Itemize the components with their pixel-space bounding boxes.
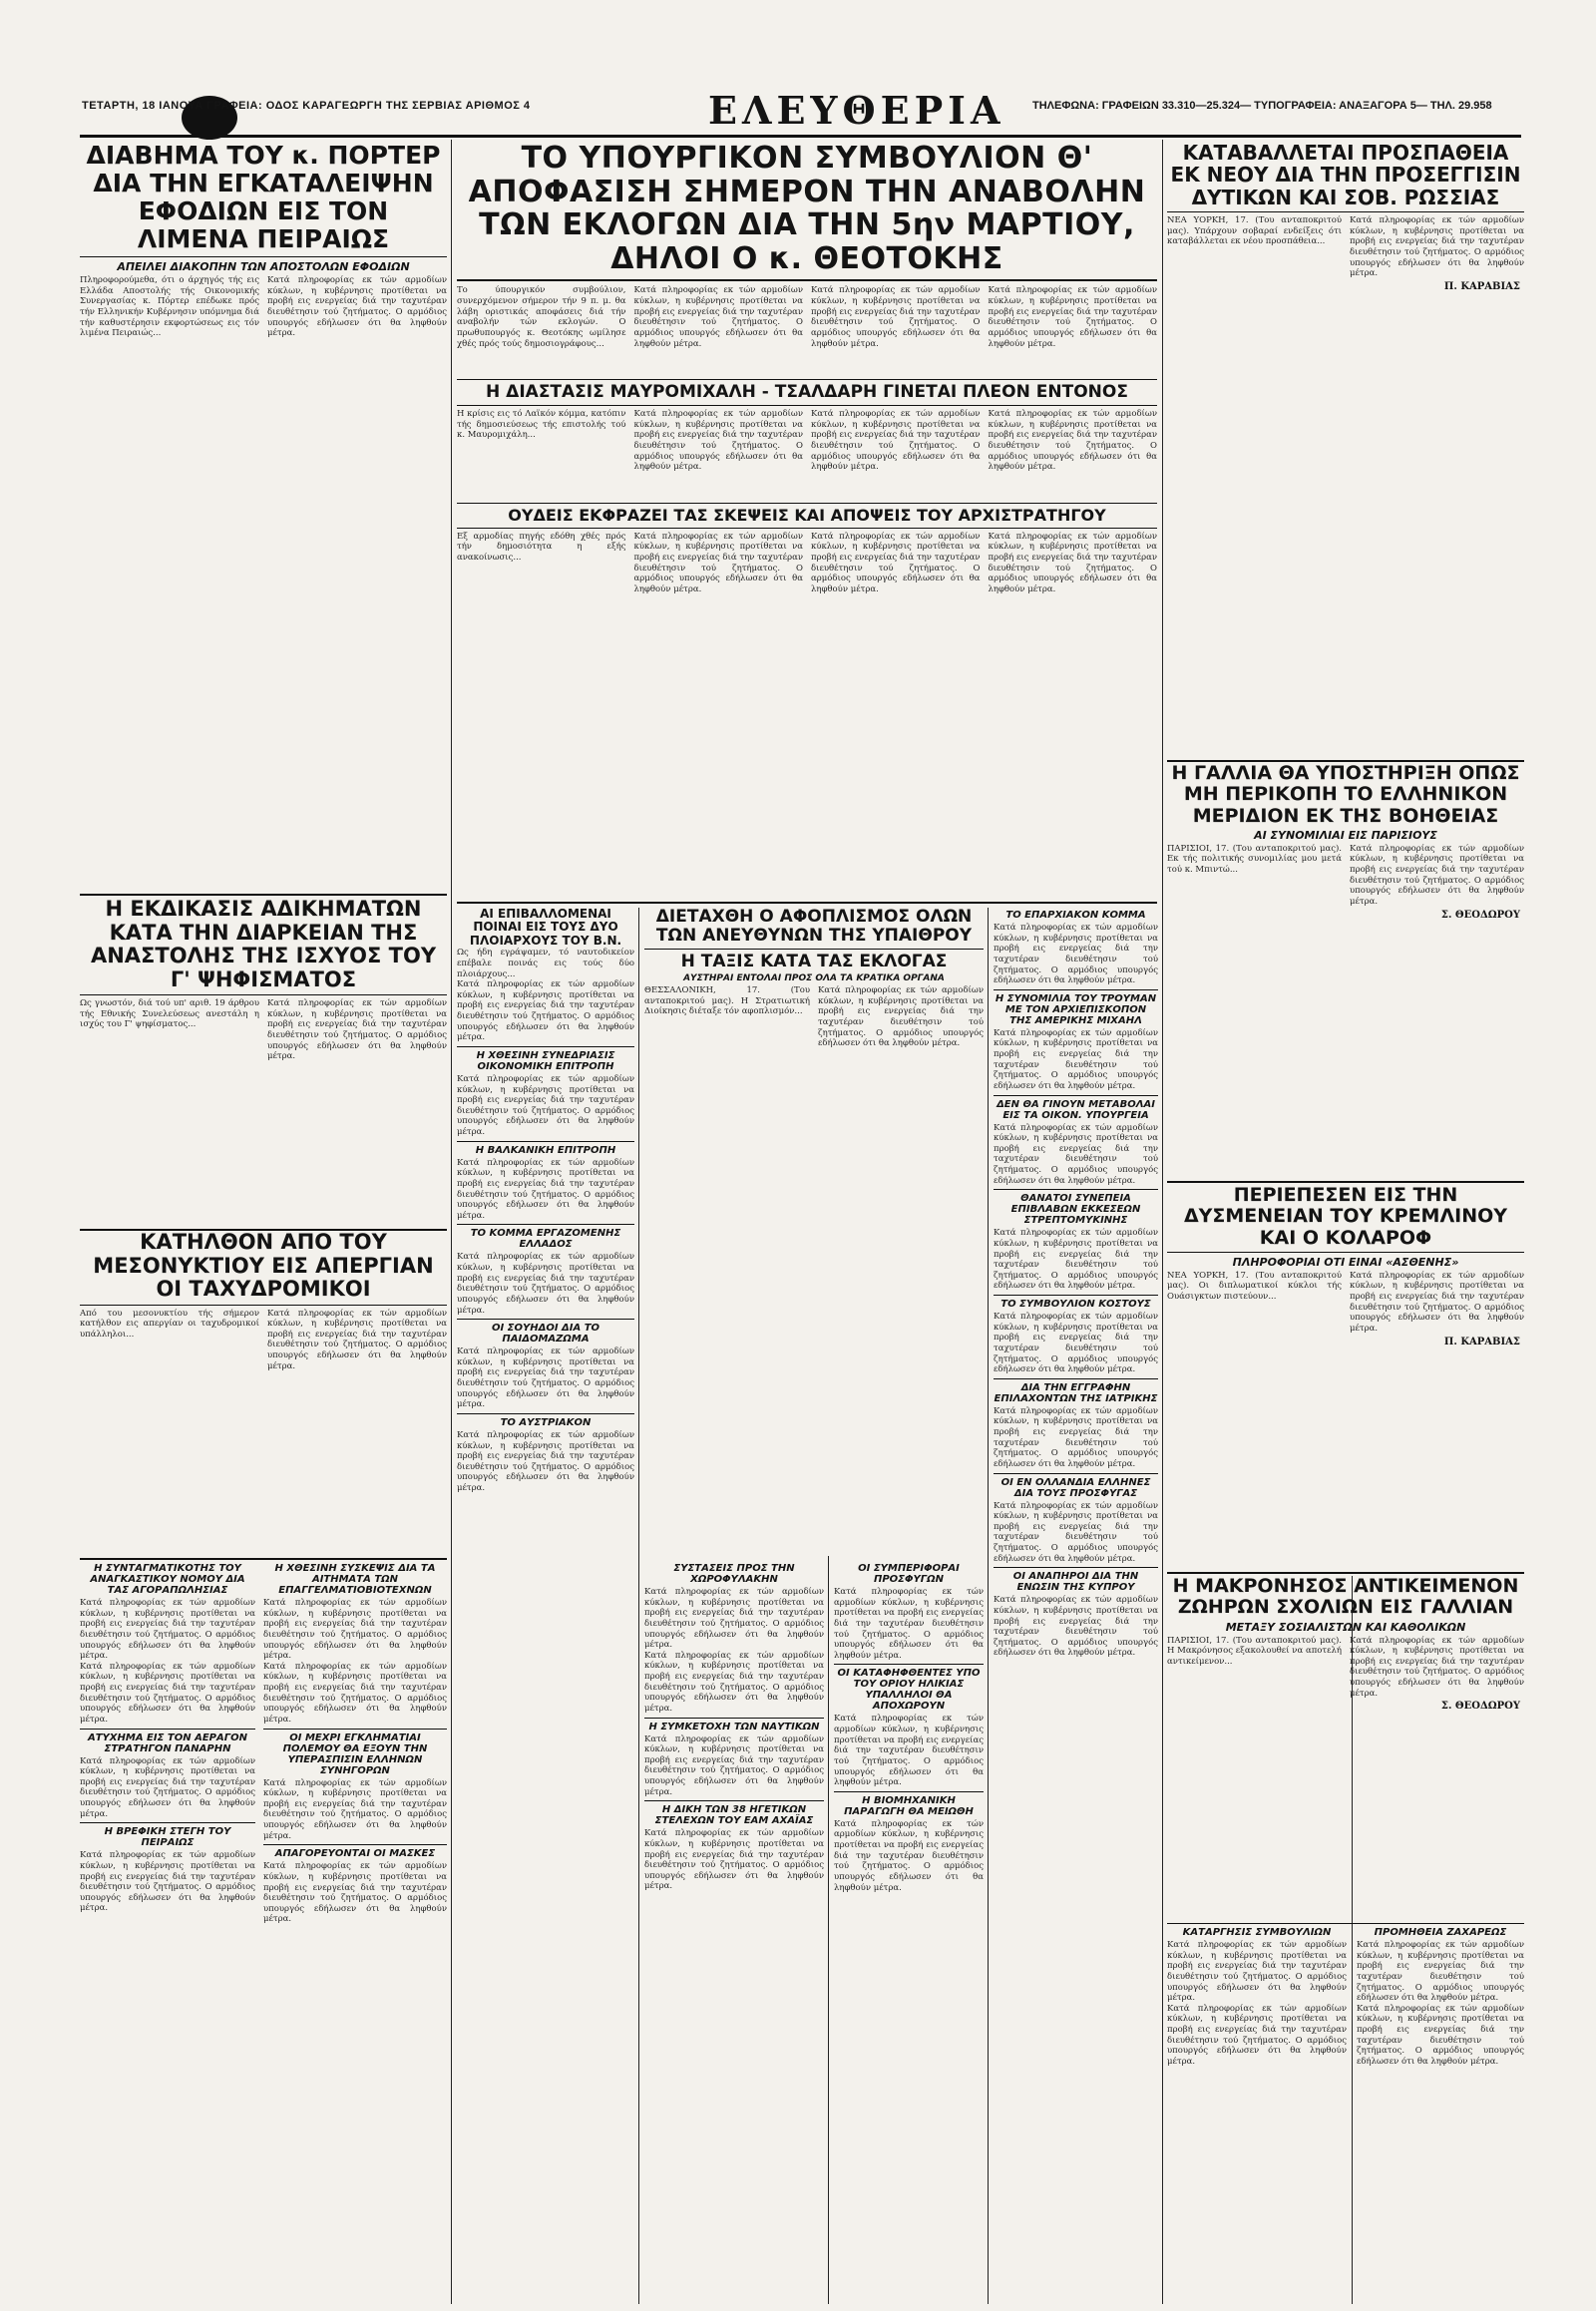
lead-body: Το ύπουργικόν συμβούλιον, συνερχόμενον σήμερον τήν 9 π. μ. θα λάβη οριστικάς αποφάσεις διά τήν αναβολήν τών εκλογών. Ο πρωθυπουργός κ. Θεοτόκης ωμίλησε χθές πρός τούς δημοσιογράφους...: [457, 285, 626, 349]
brief-body: Κατά πληροφορίας εκ τών αρμοδίων κύκλων, η κυβέρνησις προτίθεται να προβή εις ενεργείας διά την ταχυτέραν διευθέτησιν τού ζητήματος. Ο αρμόδιος υπουργός εδήλωσεν ότι θα ληφθούν μέτρα.: [994, 923, 1158, 986]
article-headline: ΑΙ ΕΠΙΒΑΛΛΟΜΕΝΑΙ ΠΟΙΝΑΙ ΕΙΣ ΤΟΥΣ ΔΥΟ ΠΛΟΙΑΡΧΟΥΣ ΤΟΥ Β.Ν.: [469, 908, 622, 948]
brief-heading: Η ΣΥΜΚΕΤΟΧΗ ΤΩΝ ΝΑΥΤΙΚΩΝ: [648, 1721, 820, 1733]
article-headline: ΔΙΑΒΗΜΑ ΤΟΥ κ. ΠΟΡΤΕΡ ΔΙΑ ΤΗΝ ΕΓΚΑΤΑΛΕΙΨΗΝ ΕΦΟΔΙΩΝ ΕΙΣ ΤΟΝ ΛΙΜΕΝΑ ΠΕΙΡΑΙΩΣ: [86, 142, 441, 253]
article-body: ΝΕΑ ΥΟΡΚΗ, 17. (Του ανταποκριτού μας). Υπάρχουν σοβαραί ενδείξεις ότι καταβάλλεται εκ νέου προσπάθεια...: [1167, 215, 1342, 247]
brief-heading: ΑΤΥΧΗΜΑ ΕΙΣ ΤΟΝ ΑΕΡΑΓΟΝ ΣΤΡΑΤΗΓΟΝ ΠΑΝΑΡΗΝ: [88, 1732, 247, 1754]
column-rule: [988, 908, 989, 2304]
brief-body: Κατά πληροφορίας εκ τών αρμοδίων κύκλων, η κυβέρνησις προτίθεται να προβή εις ενεργείας διά την ταχυτέραν διευθέτησιν τού ζητήματος. Ο αρμόδιος υπουργός εδήλωσεν ότι θα ληφθούν μέτρα.: [644, 1733, 824, 1797]
article-headline: ΔΙΕΤΑΧΘΗ Ο ΑΦΟΠΛΙΣΜΟΣ ΟΛΩΝ ΤΩΝ ΑΝΕΥΘΥΝΩΝ ΤΗΣ ΥΠΑΙΘΡΟΥ: [655, 908, 973, 947]
center-col-c: [644, 1561, 824, 2304]
lead-body-cont: Κατά πληροφορίας εκ τών αρμοδίων κύκλων, η κυβέρνησις προτίθεται να προβή εις ενεργείας διά την ταχυτέραν διευθέτησιν τού ζητήματος. Ο αρμόδιος υπουργός εδήλωσεν ότι θα ληφθούν μέτρα.: [988, 285, 1157, 349]
column-rule: [828, 1556, 829, 2304]
brief-heading: ΤΟ ΑΥΣΤΡΙΑΚΟΝ: [500, 1416, 592, 1428]
center-col-a: [457, 908, 634, 2304]
brief-body: Κατά πληροφορίας εκ τών αρμοδίων κύκλων, η κυβέρνησις προτίθεται να προβή εις ενεργείας διά την ταχυτέραν διευθέτησιν τού ζητήματος. Ο αρμόδιος υπουργός εδήλωσεν ότι θα ληφθούν μέτρα.: [834, 1714, 984, 1788]
article-body: ΝΕΑ ΥΟΡΚΗ, 17. (Του ανταποκριτού μας). Οι διπλωματικοί κύκλοι τής Ουάσιγκτων πιστεύουν...: [1167, 1270, 1342, 1303]
brief-body: Κατά πληροφορίας εκ τών αρμοδίων κύκλων, η κυβέρνησις προτίθεται να προβή εις ενεργείας διά την ταχυτέραν διευθέτησιν τού ζητήματος. Ο αρμόδιος υπουργός εδήλωσεν ότι θα ληφθούν μέτρα.: [994, 1500, 1158, 1564]
article-body: Εξ αρμοδίας πηγής εδόθη χθές πρός τήν δημοσιότητα η εξής ανακοίνωσις...: [457, 531, 626, 564]
brief-body: Κατά πληροφορίας εκ τών αρμοδίων κύκλων, η κυβέρνησις προτίθεται να προβή εις ενεργείας διά την ταχυτέραν διευθέτησιν τού ζητήματος. Ο αρμόδιος υπουργός εδήλωσεν ότι θα ληφθούν μέτρα.: [644, 1828, 824, 1892]
brief-body: Κατά πληροφορίας εκ τών αρμοδίων κύκλων, η κυβέρνησις προτίθεται να προβή εις ενεργείας διά την ταχυτέραν διευθέτησιν τού ζητήματος. Ο αρμόδιος υπουργός εδήλωσεν ότι θα ληφθούν μέτρα.: [994, 1312, 1158, 1375]
article-headline: ΠΕΡΙΕΠΕΣΕΝ ΕΙΣ ΤΗΝ ΔΥΣΜΕΝΕΙΑΝ ΤΟΥ ΚΡΕΜΛΙΝΟΥ ΚΑΙ Ο ΚΟΛΑΡΟΦ: [1183, 1185, 1508, 1249]
brief-body: Κατά πληροφορίας εκ τών αρμοδίων κύκλων, η κυβέρνησις προτίθεται να προβή εις ενεργείας διά την ταχυτέραν διευθέτησιν τού ζητήματος. Ο αρμόδιος υπουργός εδήλωσεν ότι θα ληφθούν μέτρα.: [994, 1405, 1158, 1469]
article-signature: Σ. ΘΕΟΔΩΡΟΥ: [1440, 1701, 1520, 1713]
masthead-date-line: ΤΕΤΑΡΤΗ, 18 ΙΑΝΟΥΑ ΓΡΑΦΕΙΑ: ΟΔΟΣ ΚΑΡΑΓΕΩΡΓΗ ΤΗΣ ΣΕΡΒΙΑΣ ΑΡΙΘΜΟΣ 4: [82, 100, 531, 112]
brief-body: Κατά πληροφορίας εκ τών αρμοδίων κύκλων, η κυβέρνησις προτίθεται να προβή εις ενεργείας διά την ταχυτέραν διευθέτησιν τού ζητήματος. Ο αρμόδιος υπουργός εδήλωσεν ότι θα ληφθούν μέτρα.: [834, 1818, 984, 1893]
lead-article: [457, 142, 1157, 875]
brief-heading: ΑΠΑΓΟΡΕΥΟΝΤΑΙ ΟΙ ΜΑΣΚΕΣ: [274, 1848, 436, 1860]
article-headline: ΟΥΔΕΙΣ ΕΚΦΡΑΖΕΙ ΤΑΣ ΣΚΕΨΕΙΣ ΚΑΙ ΑΠΟΨΕΙΣ ΤΟΥ ΑΡΧΙΣΤΡΑΤΗΓΟΥ: [508, 505, 1106, 525]
article-subhead: ΑΥΣΤΗΡΑΙ ΕΝΤΟΛΑΙ ΠΡΟΣ ΟΛΑ ΤΑ ΚΡΑΤΙΚΑ ΟΡΓΑΝΑ: [683, 973, 945, 984]
article-headline: ΚΑΤΑΒΑΛΛΕΤΑΙ ΠΡΟΣΠΑΘΕΙΑ ΕΚ ΝΕΟΥ ΔΙΑ ΤΗΝ ΠΡΟΣΕΓΓΙΣΙΝ ΔΥΤΙΚΩΝ ΚΑΙ ΣΟΒ. ΡΩΣΣΙΑΣ: [1170, 142, 1521, 209]
article-body-cont: Κατά πληροφορίας εκ τών αρμοδίων κύκλων, η κυβέρνησις προτίθεται να προβή εις ενεργείας διά την ταχυτέραν διευθέτησιν τού ζητήματος. Ο αρμόδιος υπουργός εδήλωσεν ότι θα ληφθούν μέτρα.: [633, 409, 803, 473]
brief-body: Κατά πληροφορίας εκ τών αρμοδίων κύκλων, η κυβέρνησις προτίθεται να προβή εις ενεργείας διά την ταχυτέραν διευθέτησιν τού ζητήματος. Ο αρμόδιος υπουργός εδήλωσεν ότι θα ληφθούν μέτρα.: [457, 1073, 634, 1138]
brief-heading: Η ΣΥΝΤΑΓΜΑΤΙΚΟΤΗΣ ΤΟΥ ΑΝΑΓΚΑΣΤΙΚΟΥ ΝΟΜΟΥ ΔΙΑ ΤΑΣ ΑΓΟΡΑΠΩΛΗΣΙΑΣ: [90, 1563, 245, 1596]
article-signature: Π. ΚΑΡΑΒΙΑΣ: [1443, 280, 1520, 292]
article-body-cont: Κατά πληροφορίας εκ τών αρμοδίων κύκλων, η κυβέρνησις προτίθεται να προβή εις ενεργείας διά την ταχυτέραν διευθέτησιν τού ζητήματος. Ο αρμόδιος υπουργός εδήλωσεν ότι θα ληφθούν μέτρα.: [1350, 215, 1524, 279]
article-gallia: [1167, 763, 1524, 1172]
brief-heading: ΤΟ ΕΠΑΡΧΙΑΚΟΝ ΚΟΜΜΑ: [1005, 910, 1146, 921]
brief-body: Κατά πληροφορίας εκ τών αρμοδίων κύκλων, η κυβέρνησις προτίθεται να προβή εις ενεργείας διά την ταχυτέραν διευθέτησιν τού ζητήματος. Ο αρμόδιος υπουργός εδήλωσεν ότι θα ληφθούν μέτρα.: [263, 1861, 447, 1925]
article-headline: Η ΕΚΔΙΚΑΣΙΣ ΑΔΙΚΗΜΑΤΩΝ ΚΑΤΑ ΤΗΝ ΔΙΑΡΚΕΙΑΝ ΤΗΣ ΑΝΑΣΤΟΛΗΣ ΤΗΣ ΙΣΧΥΟΣ ΤΟΥ Γ' ΨΗΦΙΣΜΑΤΟΣ: [90, 898, 437, 991]
brief-body: Κατά πληροφορίας εκ τών αρμοδίων κύκλων, η κυβέρνησις προτίθεται να προβή εις ενεργείας διά την ταχυτέραν διευθέτησιν τού ζητήματος. Ο αρμόδιος υπουργός εδήλωσεν ότι θα ληφθούν μέτρα.: [1357, 1940, 1524, 2004]
article-body: ΘΕΣΣΑΛΟΝΙΚΗ, 17. (Του ανταποκριτού μας). Η Στρατιωτική Διοίκησις διέταξε τόν αφοπλισμόν...: [644, 985, 810, 1017]
brief-body: Κατά πληροφορίας εκ τών αρμοδίων κύκλων, η κυβέρνησις προτίθεται να προβή εις ενεργείας διά την ταχυτέραν διευθέτησιν τού ζητήματος. Ο αρμόδιος υπουργός εδήλωσεν ότι θα ληφθούν μέτρα.: [80, 1598, 255, 1662]
brief-body: Κατά πληροφορίας εκ τών αρμοδίων κύκλων, η κυβέρνησις προτίθεται να προβή εις ενεργείας διά την ταχυτέραν διευθέτησιν τού ζητήματος. Ο αρμόδιος υπουργός εδήλωσεν ότι θα ληφθούν μέτρα.: [457, 1347, 634, 1410]
brief-heading: ΟΙ ΣΥΜΠΕΡΙΦΟΡΑΙ ΠΡΟΣΦΥΓΩΝ: [858, 1563, 960, 1585]
brief-body: Κατά πληροφορίας εκ τών αρμοδίων κύκλων, η κυβέρνησις προτίθεται να προβή εις ενεργείας διά την ταχυτέραν διευθέτησιν τού ζητήματος. Ο αρμόδιος υπουργός εδήλωσεν ότι θα ληφθούν μέτρα.: [994, 1228, 1158, 1292]
article-subhead: ΜΕΤΑΞΥ ΣΟΣΙΑΛΙΣΤΩΝ ΚΑΙ ΚΑΘΟΛΙΚΩΝ: [1225, 1620, 1466, 1634]
brief-heading: Η ΔΙΚΗ ΤΩΝ 38 ΗΓΕΤΙΚΩΝ ΣΤΕΛΕΧΩΝ ΤΟΥ ΕΑΜ ΑΧΑΪΑΣ: [654, 1804, 814, 1827]
center-col-e: [994, 908, 1158, 2304]
article-body-cont: Κατά πληροφορίας εκ τών αρμοδίων κύκλων, η κυβέρνησις προτίθεται να προβή εις ενεργείας διά την ταχυτέραν διευθέτησιν τού ζητήματος. Ο αρμόδιος υπουργός εδήλωσεν ότι θα ληφθούν μέτρα.: [267, 1308, 447, 1371]
article-headline: Η ΔΙΑΣΤΑΣΙΣ ΜΑΥΡΟΜΙΧΑΛΗ - ΤΣΑΛΔΑΡΗ ΓΙΝΕΤΑΙ ΠΛΕΟΝ ΕΝΤΟΝΟΣ: [486, 382, 1128, 403]
brief-heading: Η ΒΑΛΚΑΝΙΚΗ ΕΠΙΤΡΟΠΗ: [475, 1144, 616, 1156]
brief-heading: ΤΟ ΣΥΜΒΟΥΛΙΟΝ ΚΟΣΤΟΥΣ: [1000, 1299, 1151, 1310]
brief-heading: ΟΙ ΜΕΧΡΙ ΕΓΚΛΗΜΑΤΙΑΙ ΠΟΛΕΜΟΥ ΘΑ ΕΞΟΥΝ ΤΗΝ ΥΠΕΡΑΣΠΙΣΙΝ ΕΛΛΗΝΩΝ ΣΥΝΗΓΟΡΩΝ: [282, 1732, 428, 1776]
newspaper-title: ΕΛΕΥΘΕΡΙΑ: [708, 88, 1005, 133]
brief-heading: ΚΑΤΑΡΓΗΣΙΣ ΣΥΜΒΟΥΛΙΩΝ: [1182, 1927, 1332, 1938]
brief-body: Κατά πληροφορίας εκ τών αρμοδίων κύκλων, η κυβέρνησις προτίθεται να προβή εις ενεργείας διά την ταχυτέραν διευθέτησιν τού ζητήματος. Ο αρμόδιος υπουργός εδήλωσεν ότι θα ληφθούν μέτρα.: [994, 1595, 1158, 1659]
brief-heading: ΟΙ ΕΝ ΟΛΛΑΝΔΙΑ ΕΛΛΗΝΕΣ ΔΙΑ ΤΟΥΣ ΠΡΟΣΦΥΓΑΣ: [1000, 1476, 1151, 1499]
brief-heading: ΠΡΟΜΗΘΕΙΑ ΖΑΧΑΡΕΩΣ: [1374, 1927, 1507, 1938]
lead-body-cont: Κατά πληροφορίας εκ τών αρμοδίων κύκλων, η κυβέρνησις προτίθεται να προβή εις ενεργείας διά την ταχυτέραν διευθέτησιν τού ζητήματος. Ο αρμόδιος υπουργός εδήλωσεν ότι θα ληφθούν μέτρα.: [811, 285, 981, 349]
brief-body: Κατά πληροφορίας εκ τών αρμοδίων κύκλων, η κυβέρνησις προτίθεται να προβή εις ενεργείας διά την ταχυτέραν διευθέτησιν τού ζητήματος. Ο αρμόδιος υπουργός εδήλωσεν ότι θα ληφθούν μέτρα.: [644, 1650, 824, 1714]
brief-body: Κατά πληροφορίας εκ τών αρμοδίων κύκλων, η κυβέρνησις προτίθεται να προβή εις ενεργείας διά την ταχυτέραν διευθέτησιν τού ζητήματος. Ο αρμόδιος υπουργός εδήλωσεν ότι θα ληφθούν μέτρα.: [834, 1587, 984, 1661]
article-body-cont: Κατά πληροφορίας εκ τών αρμοδίων κύκλων, η κυβέρνησις προτίθεται να προβή εις ενεργείας διά την ταχυτέραν διευθέτησιν τού ζητήματος. Ο αρμόδιος υπουργός εδήλωσεν ότι θα ληφθούν μέτρα.: [267, 998, 447, 1062]
article-body-cont: Κατά πληροφορίας εκ τών αρμοδίων κύκλων, η κυβέρνησις προτίθεται να προβή εις ενεργείας διά την ταχυτέραν διευθέτησιν τού ζητήματος. Ο αρμόδιος υπουργός εδήλωσεν ότι θα ληφθούν μέτρα.: [1350, 1635, 1524, 1699]
article-subhead: ΠΛΗΡΟΦΟΡΙΑΙ ΟΤΙ ΕΙΝΑΙ «ΑΣΘΕΝΗΣ»: [1232, 1255, 1459, 1269]
article-headline-2: Η ΤΑΞΙΣ ΚΑΤΑ ΤΑΣ ΕΚΛΟΓΑΣ: [680, 952, 948, 972]
brief-body: Κατά πληροφορίας εκ τών αρμοδίων κύκλων, η κυβέρνησις προτίθεται να προβή εις ενεργείας διά την ταχυτέραν διευθέτησιν τού ζητήματος. Ο αρμόδιος υπουργός εδήλωσεν ότι θα ληφθούν μέτρα.: [457, 1252, 634, 1316]
article-body-cont: Κατά πληροφορίας εκ τών αρμοδίων κύκλων, η κυβέρνησις προτίθεται να προβή εις ενεργείας διά την ταχυτέραν διευθέτησιν τού ζητήματος. Ο αρμόδιος υπουργός εδήλωσεν ότι θα ληφθούν μέτρα.: [988, 409, 1157, 473]
article-body-cont: Κατά πληροφορίας εκ τών αρμοδίων κύκλων, η κυβέρνησις προτίθεται να προβή εις ενεργείας διά την ταχυτέραν διευθέτησιν τού ζητήματος. Ο αρμόδιος υπουργός εδήλωσεν ότι θα ληφθούν μέτρα.: [633, 531, 803, 594]
lead-headline: ΤΟ ΥΠΟΥΡΓΙΚΟΝ ΣΥΜΒΟΥΛΙΟΝ Θ' ΑΠΟΦΑΣΙΣΗ ΣΗΜΕΡΟΝ ΤΗΝ ΑΝΑΒΟΛΗΝ ΤΩΝ ΕΚΛΟΓΩΝ ΔΙΑ ΤΗΝ 5ην ΜΑΡΤΙΟΥ, ΔΗΛΟΙ Ο κ. ΘΕΟΤΟΚΗΣ: [468, 142, 1146, 276]
brief-body: Κατά πληροφορίας εκ τών αρμοδίων κύκλων, η κυβέρνησις προτίθεται να προβή εις ενεργείας διά την ταχυτέραν διευθέτησιν τού ζητήματος. Ο αρμόδιος υπουργός εδήλωσεν ότι θα ληφθούν μέτρα.: [644, 1587, 824, 1651]
brief-body: Κατά πληροφορίας εκ τών αρμοδίων κύκλων, η κυβέρνησις προτίθεται να προβή εις ενεργείας διά την ταχυτέραν διευθέτησιν τού ζητήματος. Ο αρμόδιος υπουργός εδήλωσεν ότι θα ληφθούν μέτρα.: [457, 1429, 634, 1494]
article-makronisos: [1167, 1576, 1524, 1915]
article-body: Πληροφορούμεθα, ότι ο άρχηγός τής εις Ελλάδα Αποστολής τής Οικονομικής Συνεργασίας κ. Πόρτερ επέδωκε πρός τήν Ελληνικήν Κυβέρνησιν υπόμνημα διά τήν καθυστέρησιν εκφορτώσεως εις τόν λιμένα Πειραιώς...: [80, 275, 259, 339]
article-afoplismos: [644, 908, 984, 1556]
brief-heading: ΔΕΝ ΘΑ ΓΙΝΟΥΝ ΜΕΤΑΒΟΛΑΙ ΕΙΣ ΤΑ ΟΙΚΟΝ. ΥΠΟΥΡΓΕΙΑ: [997, 1098, 1155, 1121]
column-rule: [638, 908, 639, 2304]
article-body: ΠΑΡΙΣΙΟΙ, 17. (Του ανταποκριτού μας). Εκ τής πολιτικής συνομιλίας μου μετά τού κ. Μπιντώ...: [1167, 843, 1342, 876]
article-body: Η κρίσις εις τό Λαϊκόν κόμμα, κατόπιν τής δημοσιεύσεως τής επιστολής τού κ. Μαυρομιχάλη...: [457, 409, 626, 441]
article-kolarof: [1167, 1185, 1524, 1564]
article-body: Ως γνωστόν, διά τού υπ' αριθ. 19 άρθρου τής Εθνικής Συνελεύσεως ανεστάλη η ισχύς του Γ' ψηφίσματος...: [80, 998, 259, 1030]
article-body-cont: Κατά πληροφορίας εκ τών αρμοδίων κύκλων, η κυβέρνησις προτίθεται να προβή εις ενεργείας διά την ταχυτέραν διευθέτησιν τού ζητήματος. Ο αρμόδιος υπουργός εδήλωσεν ότι θα ληφθούν μέτρα.: [988, 531, 1157, 594]
masthead-phone-line: ΤΗΛΕΦΩΝΑ: ΓΡΑΦΕΙΩΝ 33.310—25.324— ΤΥΠΟΓΡΑΦΕΙΑ: ΑΝΑΞΑΓΟΡΑ 5— ΤΗΛ. 29.958: [1032, 100, 1492, 112]
brief-body: Κατά πληροφορίας εκ τών αρμοδίων κύκλων, η κυβέρνησις προτίθεται να προβή εις ενεργείας διά την ταχυτέραν διευθέτησιν τού ζητήματος. Ο αρμόδιος υπουργός εδήλωσεν ότι θα ληφθούν μέτρα.: [80, 1850, 255, 1914]
brief-heading: Η ΒΙΟΜΗΧΑΝΙΚΗ ΠΑΡΑΓΩΓΗ ΘΑ ΜΕΙΩΘΗ: [844, 1794, 974, 1817]
brief-body: Κατά πληροφορίας εκ τών αρμοδίων κύκλων, η κυβέρνησις προτίθεται να προβή εις ενεργείας διά την ταχυτέραν διευθέτησιν τού ζητήματος. Ο αρμόδιος υπουργός εδήλωσεν ότι θα ληφθούν μέτρα.: [457, 1157, 634, 1221]
article-signature: Π. ΚΑΡΑΒΙΑΣ: [1443, 1336, 1520, 1348]
brief-heading: Η ΧΘΕΣΙΝΗ ΣΥΝΕΔΡΙΑΣΙΣ ΟΙΚΟΝΟΜΙΚΗ ΕΠΙΤΡΟΠΗ: [476, 1049, 615, 1072]
brief-heading: ΔΙΑ ΤΗΝ ΕΓΓΡΑΦΗΝ ΕΠΙΛΑΧΟΝΤΩΝ ΤΗΣ ΙΑΤΡΙΚΗΣ: [994, 1381, 1158, 1404]
brief-body: Κατά πληροφορίας εκ τών αρμοδίων κύκλων, η κυβέρνησις προτίθεται να προβή εις ενεργείας διά την ταχυτέραν διευθέτησιν τού ζητήματος. Ο αρμόδιος υπουργός εδήλωσεν ότι θα ληφθούν μέτρα.: [994, 1122, 1158, 1186]
brief-heading: ΟΙ ΑΝΑΠΗΡΟΙ ΔΙΑ ΤΗΝ ΕΝΩΣΙΝ ΤΗΣ ΚΥΠΡΟΥ: [1012, 1571, 1139, 1594]
article-headline: Η ΜΑΚΡΟΝΗΣΟΣ ΑΝΤΙΚΕΙΜΕΝΟΝ ΖΩΗΡΩΝ ΣΧΟΛΙΩΝ ΕΙΣ ΓΑΛΛΙΑΝ: [1172, 1576, 1519, 1619]
brief-body: Κατά πληροφορίας εκ τών αρμοδίων κύκλων, η κυβέρνησις προτίθεται να προβή εις ενεργείας διά την ταχυτέραν διευθέτησιν τού ζητήματος. Ο αρμόδιος υπουργός εδήλωσεν ότι θα ληφθούν μέτρα.: [1357, 2003, 1524, 2067]
article-porter: [80, 142, 447, 885]
article-body: Ως ήδη εγράψαμεν, τό ναυτοδικείον επέβαλε ποινάς εις τούς δύο πλοιάρχους...: [457, 948, 634, 979]
article-body-cont: Κατά πληροφορίας εκ τών αρμοδίων κύκλων, η κυβέρνησις προτίθεται να προβή εις ενεργείας διά την ταχυτέραν διευθέτησιν τού ζητήματος. Ο αρμόδιος υπουργός εδήλωσεν ότι θα ληφθούν μέτρα.: [457, 979, 634, 1043]
article-body-cont: Κατά πληροφορίας εκ τών αρμοδίων κύκλων, η κυβέρνησις προτίθεται να προβή εις ενεργείας διά την ταχυτέραν διευθέτησιν τού ζητήματος. Ο αρμόδιος υπουργός εδήλωσεν ότι θα ληφθούν μέτρα.: [811, 409, 981, 473]
article-psifisma: [80, 898, 447, 1222]
article-subhead: ΑΠΕΙΛΕΙ ΔΙΑΚΟΠΗΝ ΤΩΝ ΑΠΟΣΤΟΛΩΝ ΕΦΟΔΙΩΝ: [117, 260, 410, 273]
brief-body: Κατά πληροφορίας εκ τών αρμοδίων κύκλων, η κυβέρνησις προτίθεται να προβή εις ενεργείας διά την ταχυτέραν διευθέτησιν τού ζητήματος. Ο αρμόδιος υπουργός εδήλωσεν ότι θα ληφθούν μέτρα.: [1167, 2003, 1347, 2067]
brief-heading: Η ΧΘΕΣΙΝΗ ΣΥΣΚΕΨΙΣ ΔΙΑ ΤΑ ΑΙΤΗΜΑΤΑ ΤΩΝ ΕΠΑΓΓΕΛΜΑΤΙΟΒΙΟΤΕΧΝΩΝ: [274, 1563, 436, 1596]
article-body-cont: Κατά πληροφορίας εκ τών αρμοδίων κύκλων, η κυβέρνησις προτίθεται να προβή εις ενεργείας διά την ταχυτέραν διευθέτησιν τού ζητήματος. Ο αρμόδιος υπουργός εδήλωσεν ότι θα ληφθούν μέτρα.: [818, 985, 984, 1049]
article-taxydromikoi: [80, 1231, 447, 1550]
right-brief-b: [1357, 1925, 1524, 2304]
column-rule: [1162, 140, 1163, 2304]
column-rule: [451, 140, 452, 2304]
brief-body: Κατά πληροφορίας εκ τών αρμοδίων κύκλων, η κυβέρνησις προτίθεται να προβή εις ενεργείας διά την ταχυτέραν διευθέτησιν τού ζητήματος. Ο αρμόδιος υπουργός εδήλωσεν ότι θα ληφθούν μέτρα.: [263, 1777, 447, 1841]
article-body-cont: Κατά πληροφορίας εκ τών αρμοδίων κύκλων, η κυβέρνησις προτίθεται να προβή εις ενεργείας διά την ταχυτέραν διευθέτησιν τού ζητήματος. Ο αρμόδιος υπουργός εδήλωσεν ότι θα ληφθούν μέτρα.: [1350, 1270, 1524, 1334]
brief-body: Κατά πληροφορίας εκ τών αρμοδίων κύκλων, η κυβέρνησις προτίθεται να προβή εις ενεργείας διά την ταχυτέραν διευθέτησιν τού ζητήματος. Ο αρμόδιος υπουργός εδήλωσεν ότι θα ληφθούν μέτρα.: [263, 1598, 447, 1662]
brief-body: Κατά πληροφορίας εκ τών αρμοδίων κύκλων, η κυβέρνησις προτίθεται να προβή εις ενεργείας διά την ταχυτέραν διευθέτησιν τού ζητήματος. Ο αρμόδιος υπουργός εδήλωσεν ότι θα ληφθούν μέτρα.: [80, 1755, 255, 1819]
brief-body: Κατά πληροφορίας εκ τών αρμοδίων κύκλων, η κυβέρνησις προτίθεται να προβή εις ενεργείας διά την ταχυτέραν διευθέτησιν τού ζητήματος. Ο αρμόδιος υπουργός εδήλωσεν ότι θα ληφθούν μέτρα.: [80, 1661, 255, 1725]
center-col-d: [834, 1561, 984, 2304]
article-body-cont: Κατά πληροφορίας εκ τών αρμοδίων κύκλων, η κυβέρνησις προτίθεται να προβή εις ενεργείας διά την ταχυτέραν διευθέτησιν τού ζητήματος. Ο αρμόδιος υπουργός εδήλωσεν ότι θα ληφθούν μέτρα.: [1350, 843, 1524, 907]
brief-heading: Η ΣΥΝΟΜΙΛΙΑ ΤΟΥ ΤΡΟΥΜΑΝ ΜΕ ΤΟΝ ΑΡΧΙΕΠΙΣΚΟΠΟΝ ΤΗΣ ΑΜΕΡΙΚΗΣ ΜΙΧΑΗΛ: [995, 992, 1157, 1026]
article-signature: Σ. ΘΕΟΔΩΡΟΥ: [1440, 909, 1520, 921]
article-rossia: [1167, 142, 1524, 750]
brief-heading: ΤΟ ΚΟΜΜΑ ΕΡΓΑΖΟΜΕΝΗΣ ΕΛΛΑΔΟΣ: [470, 1228, 621, 1251]
brief-heading: Η ΒΡΕΦΙΚΗ ΣΤΕΓΗ ΤΟΥ ΠΕΙΡΑΙΩΣ: [104, 1826, 231, 1849]
right-brief-a: [1167, 1925, 1347, 2304]
brief-heading: ΟΙ ΣΟΥΗΔΟΙ ΔΙΑ ΤΟ ΠΑΙΔΟΜΑΖΩΜΑ: [491, 1323, 600, 1346]
article-headline: Η ΓΑΛΛΙΑ ΘΑ ΥΠΟΣΤΗΡΙΞΗ ΟΠΩΣ ΜΗ ΠΕΡΙΚΟΠΗ ΤΟ ΕΛΛΗΝΙΚΟΝ ΜΕΡΙΔΙΟΝ ΕΚ ΤΗΣ ΒΟΗΘΕΙΑΣ: [1171, 763, 1520, 827]
brief-body: Κατά πληροφορίας εκ τών αρμοδίων κύκλων, η κυβέρνησις προτίθεται να προβή εις ενεργείας διά την ταχυτέραν διευθέτησιν τού ζητήματος. Ο αρμόδιος υπουργός εδήλωσεν ότι θα ληφθούν μέτρα.: [1167, 1940, 1347, 2004]
brief-body: Κατά πληροφορίας εκ τών αρμοδίων κύκλων, η κυβέρνησις προτίθεται να προβή εις ενεργείας διά την ταχυτέραν διευθέτησιν τού ζητήματος. Ο αρμόδιος υπουργός εδήλωσεν ότι θα ληφθούν μέτρα.: [994, 1027, 1158, 1091]
article-body: ΠΑΡΙΣΙΟΙ, 17. (Του ανταποκριτού μας). Η Μακρόνησος εξακολουθεί να αποτελή αντικείμενον...: [1167, 1635, 1342, 1667]
article-body-cont: Κατά πληροφορίας εκ τών αρμοδίων κύκλων, η κυβέρνησις προτίθεται να προβή εις ενεργείας διά την ταχυτέραν διευθέτησιν τού ζητήματος. Ο αρμόδιος υπουργός εδήλωσεν ότι θα ληφθούν μέτρα.: [811, 531, 981, 594]
article-subhead: ΑΙ ΣΥΝΟΜΙΛΙΑΙ ΕΙΣ ΠΑΡΙΣΙΟΥΣ: [1254, 828, 1437, 842]
left-briefs-b: [263, 1561, 447, 2304]
article-body: Από του μεσονυκτίου τής σήμερον κατήλθον εις απεργίαν οι ταχυδρομικοί υπάλληλοι...: [80, 1308, 259, 1340]
lead-body-cont: Κατά πληροφορίας εκ τών αρμοδίων κύκλων, η κυβέρνησις προτίθεται να προβή εις ενεργείας διά την ταχυτέραν διευθέτησιν τού ζητήματος. Ο αρμόδιος υπουργός εδήλωσεν ότι θα ληφθούν μέτρα.: [633, 285, 803, 349]
brief-heading: ΣΥΣΤΑΣΕΙΣ ΠΡΟΣ ΤΗΝ ΧΩΡΟΦΥΛΑΚΗΝ: [673, 1563, 795, 1585]
left-briefs-a: [80, 1561, 255, 2304]
brief-body: Κατά πληροφορίας εκ τών αρμοδίων κύκλων, η κυβέρνησις προτίθεται να προβή εις ενεργείας διά την ταχυτέραν διευθέτησιν τού ζητήματος. Ο αρμόδιος υπουργός εδήλωσεν ότι θα ληφθούν μέτρα.: [263, 1661, 447, 1725]
brief-heading: ΟΙ ΚΑΤΑΦΗΦΘΕΝΤΕΣ ΥΠΟ ΤΟΥ ΟΡΙΟΥ ΗΛΙΚΙΑΣ ΥΠΑΛΛΗΛΟΙ ΘΑ ΑΠΟΧΩΡΟΥΝ: [837, 1668, 981, 1713]
brief-heading: ΘΑΝΑΤΟΙ ΣΥΝΕΠΕΙΑ ΕΠΙΒΛΑΒΩΝ ΕΚΚΕΣΕΩΝ ΣΤΡΕΠΤΟΜΥΚΙΝΗΣ: [1010, 1193, 1141, 1227]
article-body-cont: Κατά πληροφορίας εκ τών αρμοδίων κύκλων, η κυβέρνησις προτίθεται να προβή εις ενεργείας διά την ταχυτέραν διευθέτησιν τού ζητήματος. Ο αρμόδιος υπουργός εδήλωσεν ότι θα ληφθούν μέτρα.: [267, 275, 447, 339]
article-headline: ΚΑΤΗΛΘΟΝ ΑΠΟ ΤΟΥ ΜΕΣΟΝΥΚΤΙΟΥ ΕΙΣ ΑΠΕΡΓΙΑΝ ΟΙ ΤΑΧΥΔΡΟΜΙΚΟΙ: [93, 1231, 434, 1302]
